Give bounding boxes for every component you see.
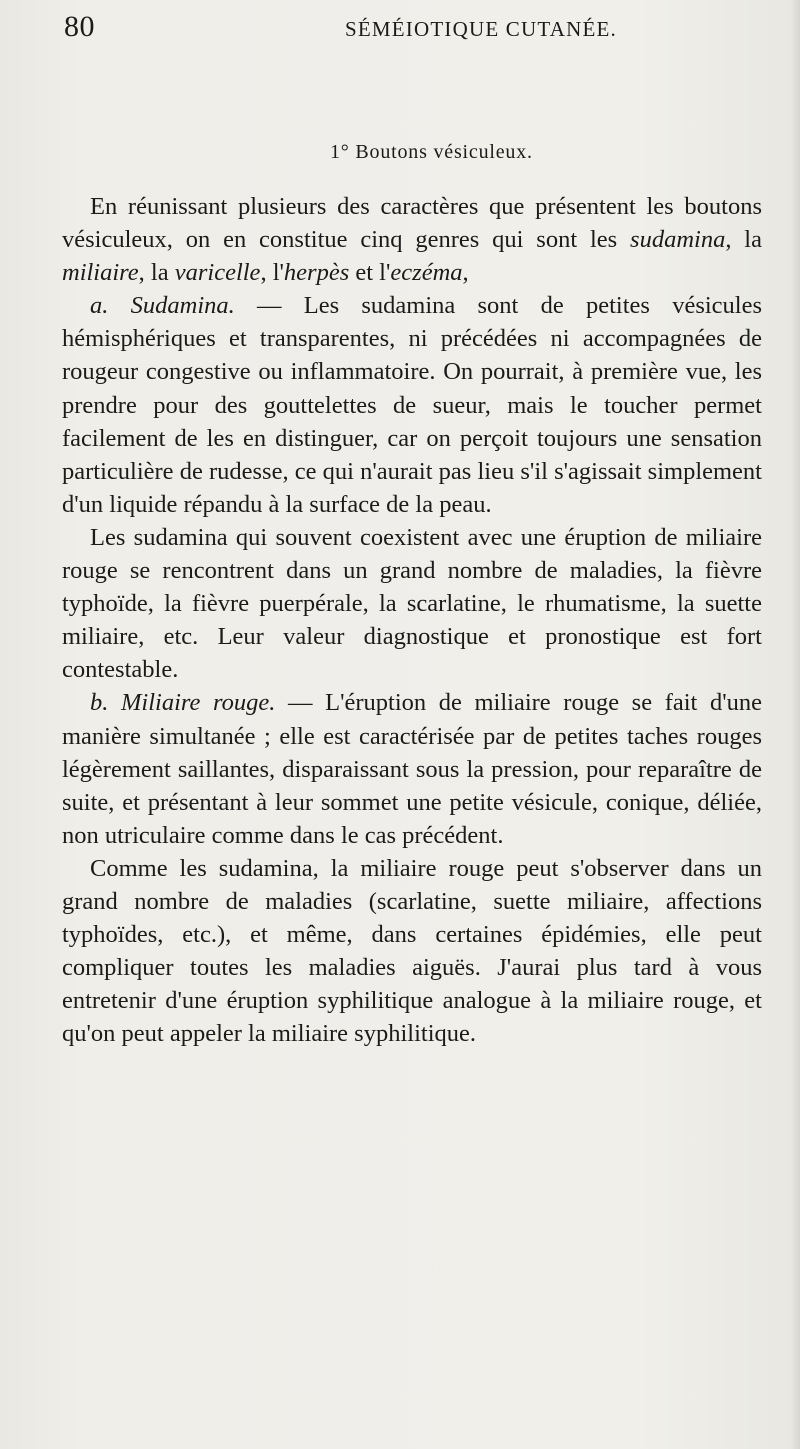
term-varicelle: varicelle xyxy=(174,259,261,287)
paragraph-text: — L'éruption de miliaire rouge se fait d'une manière simultanée ; elle est caractérisée par de petites taches rouges légèrement saillantes, disparaissant sous la pression, pour reparaître de suite, et présentant à leur sommet une petite vésicule, conique, déliée, non utriculaire comme dans le cas précédent. xyxy=(62,689,762,849)
section-heading: 1° Boutons vésiculeux. xyxy=(330,141,533,163)
paragraph-comme xyxy=(62,852,762,1051)
body-text xyxy=(62,190,762,1050)
running-title: SÉMÉIOTIQUE CUTANÉE. xyxy=(345,17,617,41)
term-herpes: herpès xyxy=(283,259,350,287)
paragraph-sudamina-maladies xyxy=(62,521,762,686)
paragraph-text: Comme les sudamina, la miliaire rouge peut s'observer dans un grand nombre de maladies (scarlatine, suette miliaire, affections typhoïdes, etc.), et même, dans certaines épidémies, elle peut compliquer toutes les maladies aiguës. J'aurai plus tard à vous entretenir d'une éruption syphilitique analogue à la miliaire rouge, et qu'on peut appeler la miliaire syphilitique. xyxy=(62,854,762,1048)
running-head xyxy=(0,0,800,60)
subsection-label-a: a. Sudamina. xyxy=(90,292,235,320)
subsection-label-b: b. Miliaire rouge. xyxy=(90,689,276,717)
term-eczema: eczéma xyxy=(390,259,463,287)
paragraph-intro xyxy=(62,190,762,289)
intro-text: , xyxy=(462,259,469,287)
page-number: 80 xyxy=(64,10,95,43)
paragraph-text: Les sudamina qui souvent coexistent avec une éruption de miliaire rouge se rencontrent dans un grand nombre de maladies, la fièvre typhoïde, la fièvre puerpérale, la scarlatine, le rhumatisme, la suette miliaire, etc. Leur valeur diagnostique et pronostique est fort contestable. xyxy=(62,523,762,684)
term-sudamina: sudamina xyxy=(630,226,726,254)
paragraph-text: — Les sudamina sont de petites vésicules hémisphériques et transparentes, ni précédées ni accompagnées de rougeur congestive ou inflammatoire. On pourrait, à première vue, les prendre pour des gouttelettes de sueur, mais le toucher permet facilement de les en distinguer, car on perçoit toujours une sensation particulière de rudesse, ce qui n'aurait pas lieu s'il s'agissait simplement d'un liquide répandu à la surface de la peau. xyxy=(62,292,762,518)
intro-text: , la xyxy=(725,226,762,254)
term-miliaire: miliaire xyxy=(62,259,139,287)
intro-text: et l' xyxy=(349,259,391,287)
paragraph-sudamina xyxy=(62,289,762,521)
intro-text: , l' xyxy=(260,259,284,287)
page-edge-shadow xyxy=(790,0,800,1449)
intro-text: En réunissant plusieurs des caractères que présentent les boutons vésiculeux, on en constitue cinq genres qui sont les xyxy=(62,193,762,254)
paragraph-miliaire-rouge xyxy=(62,686,762,851)
intro-text: , la xyxy=(138,259,175,287)
